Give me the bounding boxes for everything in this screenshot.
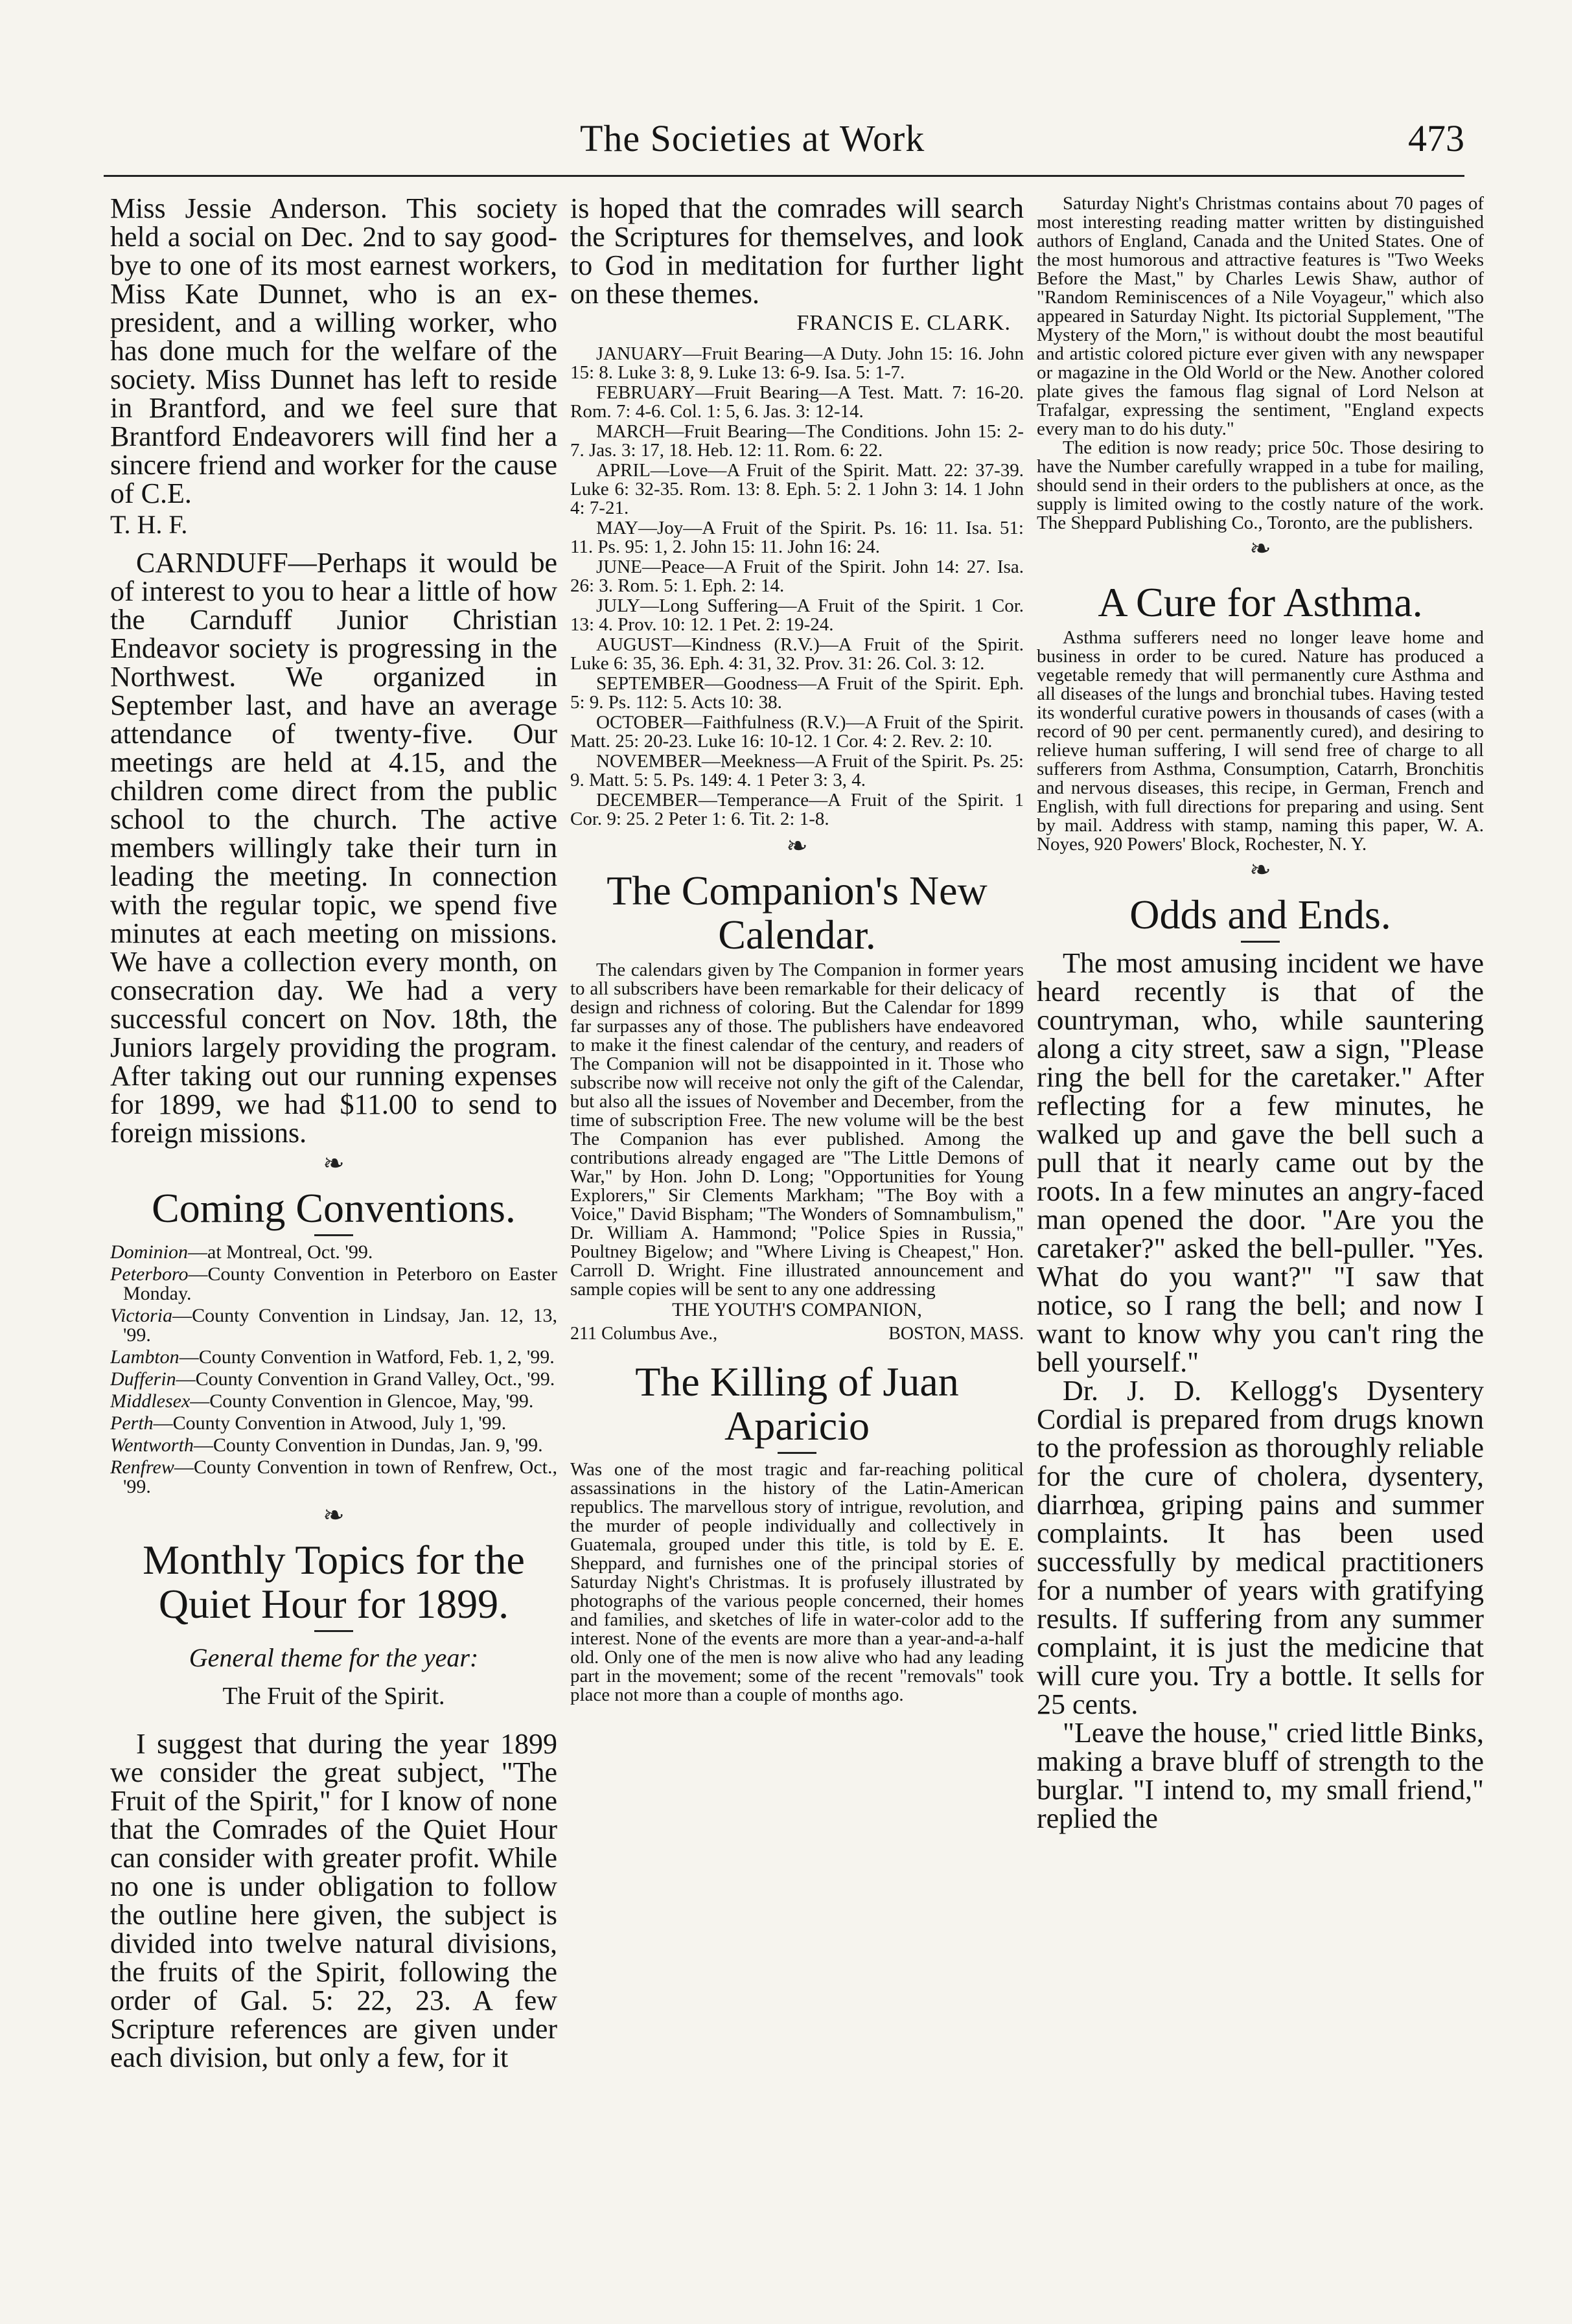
column-middle [570, 194, 1024, 2287]
calendar-heading: The Companion's New Calendar. [607, 868, 988, 958]
odds-heading: Odds and Ends. [1129, 892, 1391, 938]
topic-january: JANUARY—Fruit Bearing—A Duty. John 15: 16. John 15: 8. Luke 3: 8, 9. Luke 13: 6-9. Isa. 5: 1-7. [570, 343, 1024, 383]
convention-item: Middlesex—County Convention in Glencoe, May, '99. [110, 1390, 534, 1412]
topic-november: NOVEMBER—Meekness—A Fruit of the Spirit. Ps. 25: 9. Matt. 5: 5. Ps. 149: 4. 1 Peter 3: 3, 4. [570, 751, 1024, 790]
ornament-icon: ❧ [1249, 534, 1271, 563]
column-right [1037, 194, 1484, 2287]
convention-item: Wentworth—County Convention in Dundas, Jan. 9, '99. [110, 1434, 543, 1456]
topics-continued-paragraph: is hoped that the comrades will search the Scriptures for themselves, and look to God in meditation for further light on these themes. [570, 194, 1024, 310]
divider [1241, 941, 1280, 943]
page-number: 473 [1408, 117, 1464, 159]
asthma-heading: A Cure for Asthma. [1098, 579, 1423, 625]
topic-july: JULY—Long Suffering—A Fruit of the Spirit. 1 Cor. 13: 4. Prov. 10: 12. 1 Pet. 2: 19-24. [570, 595, 1024, 635]
ornament-icon: ❧ [323, 1501, 345, 1530]
conventions-list [110, 1243, 557, 1497]
divider [314, 1234, 353, 1236]
divider [778, 1452, 816, 1454]
publisher-street: 211 Columbus Ave., [570, 1324, 718, 1344]
convention-item: Peterboro—County Convention in Peterboro on Easter Monday. [110, 1263, 557, 1304]
ornament-icon: ❧ [1249, 855, 1271, 884]
odds-paragraph-3: "Leave the house," cried little Binks, making a brave bluff of strength to the burglar. "I intend to, my small friend," replied the [1037, 1717, 1484, 1834]
topics-intro-paragraph: I suggest that during the year 1899 we consider the great subject, "The Fruit of the Spirit," for I know of none that the Comrades of the Quiet Hour can consider with greater profit. While no one is under obligation to follow the outline here given, the subject is divided into twelve natural divisions, the fruits of the Spirit, following the order of Gal. 5: 22, 23. A few Scripture references are given under each division, but only a few, for it [110, 1728, 557, 2073]
killing-heading: The Killing of Juan Aparicio [635, 1359, 959, 1449]
killing-paragraph: Was one of the most tragic and far-reaching political assassinations in the history of the Latin-American republics. The marvellous story of intrigue, revolution, and the murder of people individually and collectively in Guatemala, grouped under this title, is told by E. E. Sheppard, and furnishes one of the principal stories of Saturday Night's Christmas. It is profusely illustrated by photographs of the various people concerned, their homes and families, and sketches of life in water-color add to the interest. None of the events are more than a year-and-a-half old. Only one of the men is now alive who had any leading part in the movement; some of the recent "removals" took place not more than a couple of months ago. [570, 1459, 1024, 1705]
carnduff-paragraph: CARNDUFF—Perhaps it would be of interest to you to hear a little of how the Carnduff Junior Christian Endeavor society is progressing in the Northwest. We organized in September last, and have an average attendance of twenty-five. Our meetings are held at 4.15, and the children come direct from the public school to the church. The active members willingly take their turn in leading the meeting. In connection with the regular topic, we spend five minutes at each meeting on missions. We have a collection every month, on consecration day. We had a very successful concert on Nov. 18th, the Juniors largely providing the program. After taking out our running expenses for 1899, we had $11.00 to send to foreign missions. [110, 547, 557, 1149]
conventions-heading: Coming Conventions. [152, 1185, 516, 1231]
publisher-address [570, 1324, 1024, 1344]
odds-paragraph-1: The most amusing incident we have heard recently is that of the countryman, who, while sauntering along a city street, saw a sign, "Please ring the bell for the caretaker." After reflecting for a few minutes, he walked up and gave the bell such a pull that it nearly came out by the roots. In a few minutes an angry-faced man opened the door. "Are you the caretaker?" asked the bell-puller. "Yes. What do you want?" "I saw that notice, so I rang the bell; and now I want to know why you can't ring the bell yourself." [1037, 947, 1484, 1378]
topic-may: MAY—Joy—A Fruit of the Spirit. Ps. 16: 11. Isa. 51: 11. Ps. 95: 1, 2. John 15: 11. John 16: 24. [570, 518, 1024, 557]
topics-heading: Monthly Topics for the Quiet Hour for 1899. [143, 1537, 525, 1627]
saturday-night-paragraph: Saturday Night's Christmas contains about 70 pages of most interesting reading matter written by distinguished authors of England, Canada and the United States. One of the most humorous and attractive features is "Two Weeks Before the Mast," by Charles Lewis Shaw, author of "Random Reminiscences of a Nile Voyageur," which also appeared in Saturday Night. Its pictorial Supplement, "The Mystery of the Morn," is without doubt the most beautiful and artistic colored picture ever given with any newspaper or magazine in the Old World or the New. Another colored plate gives the famous flag signal of Lord Nelson at Trafalgar, expressing the sentiment, "England expects every man to do his duty." [1037, 194, 1484, 439]
signature-thf: T. H. F. [110, 510, 188, 539]
topic-august: AUGUST—Kindness (R.V.)—A Fruit of the Spirit. Luke 6: 35, 36. Eph. 4: 31, 32. Prov. 31: 26. Col. 3: 12. [570, 634, 1024, 674]
divider [314, 1630, 353, 1632]
odds-paragraph-2: Dr. J. D. Kellogg's Dysentery Cordial is prepared from drugs known to the profession as thoroughly reliable for the cure of cholera, dysentery, diarrhœa, griping pains and summer complaints. It has been used successfully by medical practitioners for a number of years with gratifying results. If suffering from any summer complaint, it is just the medicine that will cure you. Try a bottle. It sells for 25 cents. [1037, 1375, 1484, 1720]
general-theme-label: General theme for the year: [189, 1643, 479, 1672]
theme-title: The Fruit of the Spirit. [222, 1683, 445, 1710]
signature-clark: FRANCIS E. CLARK. [796, 311, 1011, 335]
topic-june: JUNE—Peace—A Fruit of the Spirit. John 14: 27. Isa. 26: 3. Rom. 5: 1. Eph. 2: 14. [570, 557, 1024, 596]
column-left [110, 194, 557, 2287]
convention-item: Perth—County Convention in Atwood, July 1, '99. [110, 1412, 507, 1434]
calendar-paragraph: The calendars given by The Companion in former years to all subscribers have been remarkable for their delicacy of design and richness of coloring. But the Calendar for 1899 far surpasses any of those. The publishers have endeavored to make it the finest calendar of the century, and readers of The Companion will not be disappointed in it. Those who subscribe now will receive not only the gift of the Calendar, but also all the issues of November and December, from the time of subscription Free. The new volume will be the best The Companion has ever published. Among the contributions already engaged are "The Little Demons of War," by Hon. John D. Long; "Opportunities for Young Explorers," Sir Clements Markham; "The Boy with a Voice," David Bispham; "The Wonders of Somnambulism," Dr. William A. Hammond; "Police Spies in Russia," Poultney Bigelow; and "Where Living is Cheapest," Hon. Carroll D. Wright. Fine illustrated announcement and sample copies will be sent to any one addressing [570, 960, 1024, 1300]
topic-april: APRIL—Love—A Fruit of the Spirit. Matt. 22: 37-39. Luke 6: 32-35. Rom. 13: 8. Eph. 5: 2. 1 John 3: 14. 1 John 4: 7-21. [570, 460, 1024, 518]
asthma-paragraph: Asthma sufferers need no longer leave home and business in order to be cured. Nature has produced a vegetable remedy that will permanently cure Asthma and all diseases of the lungs and bronchial tubes. Having tested its wonderful curative powers in thousands of cases (with a record of 90 per cent. permanently cured), and desiring to relieve human suffering, I will send free of charge to all sufferers from Asthma, Consumption, Catarrh, Bronchitis and nervous diseases, this recipe, in German, French and English, with full directions for preparing and using. Sent by mail. Address with stamp, naming this paper, W. A. Noyes, 920 Powers' Block, Rochester, N. Y. [1037, 627, 1484, 855]
ornament-icon: ❧ [786, 831, 808, 860]
publisher-city: BOSTON, MASS. [888, 1324, 1024, 1344]
convention-item: Dominion—at Montreal, Oct. '99. [110, 1241, 373, 1263]
convention-item: Lambton—County Convention in Watford, Feb. 1, 2, '99. [110, 1346, 555, 1368]
convention-item: Dufferin—County Convention in Grand Valley, Oct., '99. [110, 1368, 555, 1390]
publisher-name: THE YOUTH'S COMPANION, [672, 1299, 922, 1320]
topic-february: FEBRUARY—Fruit Bearing—A Test. Matt. 7: 16-20. Rom. 7: 4-6. Col. 1: 5, 6. Jas. 3: 12-14. [570, 382, 1024, 422]
topic-september: SEPTEMBER—Goodness—A Fruit of the Spirit. Eph. 5: 9. Ps. 112: 5. Acts 10: 38. [570, 673, 1024, 713]
ornament-icon: ❧ [323, 1149, 345, 1178]
page-header [104, 117, 1464, 177]
anderson-paragraph: Miss Jessie Anderson. This society held a social on Dec. 2nd to say good-bye to one of its most earnest workers, Miss Kate Dunnet, who is an ex-president, and a willing worker, who has done much for the welfare of the society. Miss Dunnet has left to reside in Brantford, and we feel sure that Brantford Endeavorers will find her a sincere friend and worker for the cause of C.E. [110, 194, 557, 509]
topic-december: DECEMBER—Temperance—A Fruit of the Spirit. 1 Cor. 9: 25. 2 Peter 1: 6. Tit. 2: 1-8. [570, 790, 1024, 829]
running-head: The Societies at Work [580, 117, 925, 159]
topic-october: OCTOBER—Faithfulness (R.V.)—A Fruit of the Spirit. Matt. 25: 20-23. Luke 16: 10-12. 1 Cor. 4: 2. Rev. 2: 10. [570, 712, 1024, 752]
edition-paragraph: The edition is now ready; price 50c. Those desiring to have the Number carefully wrapped in a tube for mailing, should send in their orders to the publishers at once, as the supply is limited owing to the costly nature of the work. The Sheppard Publishing Co., Toronto, are the publishers. [1037, 437, 1484, 533]
topics-list [570, 345, 1024, 829]
convention-item: Victoria—County Convention in Lindsay, Jan. 12, 13, '99. [110, 1305, 557, 1346]
topic-march: MARCH—Fruit Bearing—The Conditions. John 15: 2-7. Jas. 3: 17, 18. Heb. 12: 11. Rom. 6: 22. [570, 421, 1024, 461]
convention-item: Renfrew—County Convention in town of Renfrew, Oct., '99. [110, 1456, 557, 1497]
